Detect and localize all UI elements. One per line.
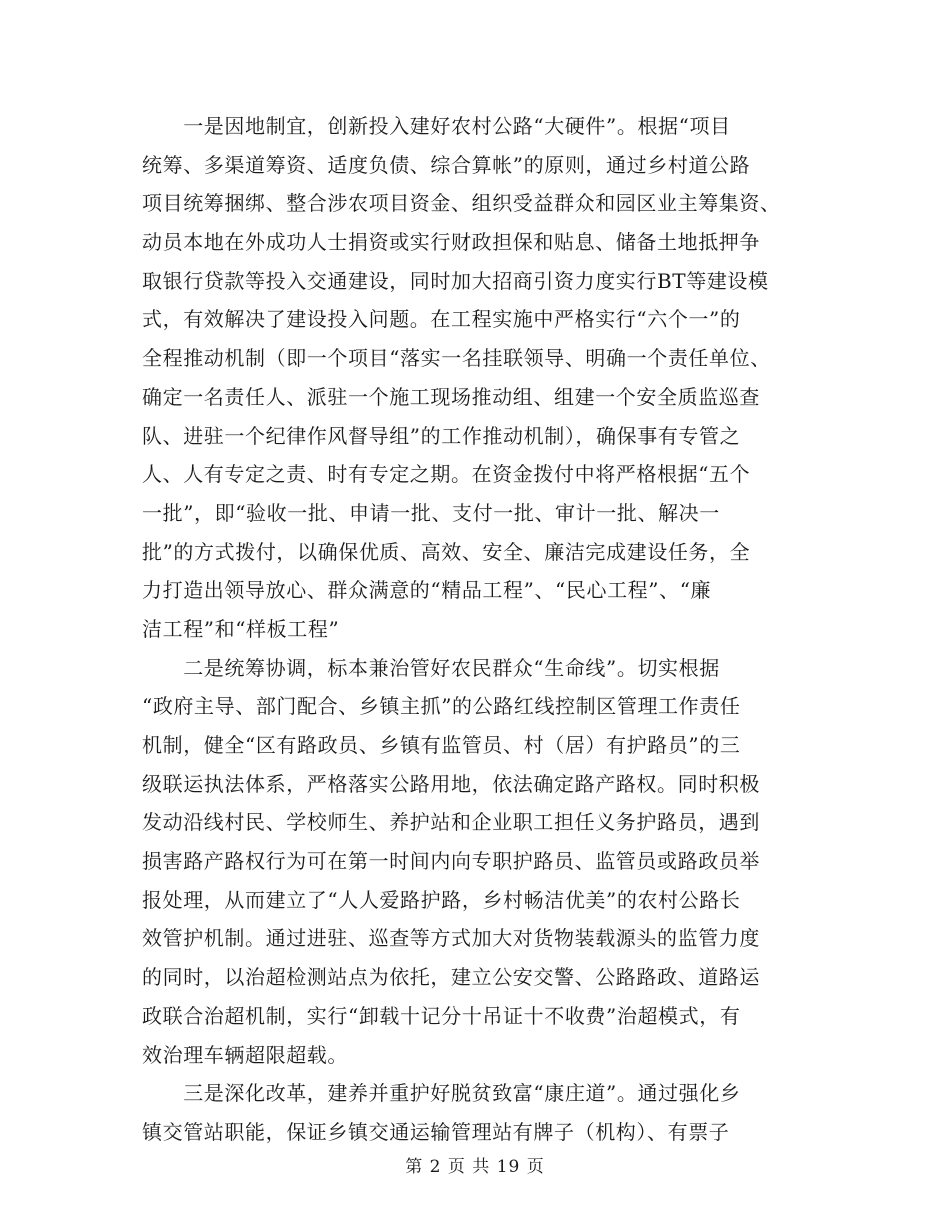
text-line-3: 项目统筹捆绑、整合涉农项目资金、组织受益群众和园区业主筹集资、 — [142, 191, 781, 216]
text-line-7: 全程推动机制（即一个项目“落实一名挂联领导、明确一个责任单位、 — [142, 346, 771, 371]
text-line-22: 效管护机制。通过进驻、巡查等方式加大对货物装载源头的监管力度 — [142, 926, 760, 951]
text-line-16: “政府主导、部门配合、乡镇主抓”的公路红线控制区管理工作责任 — [142, 694, 741, 719]
text-line-23: 的同时，以治超检测站点为依托，建立公安交警、公路路政、道路运 — [142, 965, 760, 990]
text-line-17: 机制，健全“区有路政员、乡镇有监管员、村（居）有护路员”的三 — [142, 733, 741, 757]
text-line-25: 效治理车辆超限超载。 — [142, 1042, 348, 1067]
text-line-20: 损害路产路权行为可在第一时间内向专职护路员、监管员或路政员举 — [142, 849, 760, 874]
text-line-2: 统筹、多渠道筹资、适度负债、综合算帐”的原则，通过乡村道公路 — [142, 152, 751, 177]
text-line-4: 动员本地在外成功人士捐资或实行财政担保和贴息、储备土地抵押争 — [142, 230, 760, 255]
page-number-footer: 第 2 页 共 19 页 — [405, 1157, 545, 1177]
text-line-9: 队、进驻一个纪律作风督导组”的工作推动机制），确保事有专管之 — [142, 423, 741, 448]
document-body — [142, 107, 807, 1152]
text-line-26: 三是深化改革，建养并重护好脱贫致富“康庄道”。通过强化乡 — [142, 1081, 741, 1106]
text-line-24: 政联合治超机制，实行“卸载十记分十吊证十不收费”治超模式，有 — [142, 1003, 741, 1028]
text-line-6: 式，有效解决了建设投入问题。在工程实施中严格实行“六个一”的 — [142, 307, 741, 332]
text-line-1: 一是因地制宜，创新投入建好农村公路“大硬件”。根据“项目 — [142, 114, 731, 138]
text-line-27: 镇交管站职能，保证乡镇交通运输管理站有牌子（机构）、有票子 — [142, 1119, 730, 1144]
text-line-5: 取银行贷款等投入交通建设，同时加大招商引资力度实行BT等建设模 — [142, 268, 769, 293]
text-line-8: 确定一名责任人、派驻一个施工现场推动组、组建一个安全质监巡查 — [142, 384, 760, 409]
text-line-14: 洁工程”和“样板工程” — [142, 616, 340, 641]
text-line-15: 二是统筹协调，标本兼治管好农民群众“生命线”。切实根据 — [142, 655, 720, 680]
text-line-18: 级联运执法体系，严格落实公路用地，依法确定路产路权。同时积极 — [142, 771, 760, 796]
text-line-11: 一批”，即“验收一批、申请一批、支付一批、审计一批、解决一 — [142, 500, 720, 525]
text-line-13: 力打造出领导放心、群众满意的“精品工程”、“民心工程”、“廉 — [142, 578, 712, 603]
text-line-21: 报处理，从而建立了“人人爱路护路，乡村畅洁优美”的农村公路长 — [142, 887, 741, 912]
text-line-12: 批”的方式拨付，以确保优质、高效、安全、廉洁完成建设任务，全 — [142, 539, 751, 564]
text-line-10: 人、人有专定之责、时有专定之期。在资金拨付中将严格根据“五个 — [142, 462, 751, 487]
text-line-19: 发动沿线村民、学校师生、养护站和企业职工担任义务护路员，遇到 — [142, 810, 760, 835]
